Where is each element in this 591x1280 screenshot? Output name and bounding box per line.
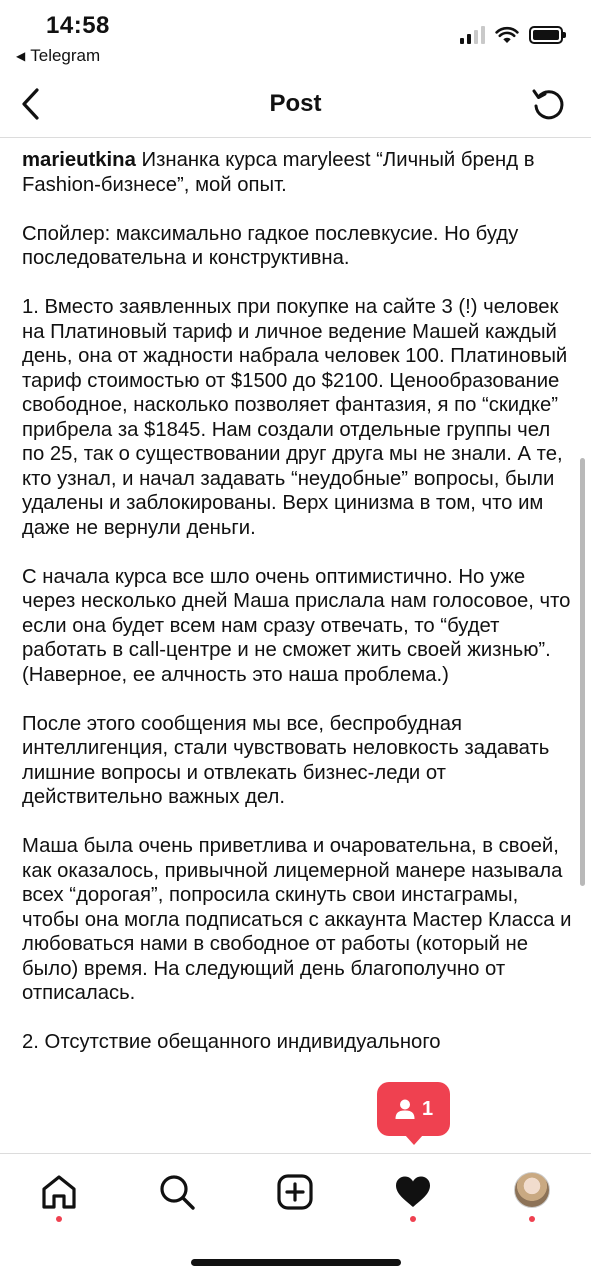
refresh-icon[interactable]	[529, 84, 569, 124]
nav-bar	[0, 72, 591, 138]
tab-activity[interactable]	[391, 1172, 435, 1228]
caption-paragraph: 1. Вместо заявленных при покупке на сайте 3 (!) человек на Платиновый тариф и личное ведение Машей каждый день, она от жадности набрала человек 100. Платиновый тариф стоимостью от $1500 до $2100. Ценообразование свободное, насколько позволяет фантазия, я по “скидке” прибрела за $1845. Нам создали отдельные группы чел по 25, так о существовании друг друга мы не знали. А те, кто узнал, и начал задавать “неудобные” вопросы, были удалены и заблокированы. Верх цинизма в том, что им даже не вернули деньги.	[22, 296, 568, 539]
back-app-label: Telegram	[30, 46, 101, 65]
tab-badge-dot	[56, 1216, 62, 1222]
profile-avatar	[514, 1172, 550, 1208]
status-icons	[460, 26, 563, 44]
caption-text: Изнанка курса maryleest “Личный бренд в Fashion-бизнесе”, мой опыт.	[22, 149, 535, 196]
activity-notification-bubble[interactable]	[377, 1082, 450, 1136]
home-icon	[39, 1172, 79, 1212]
notification-count: 1	[421, 1097, 434, 1120]
post-caption	[22, 148, 572, 1152]
caption-paragraph: Спойлер: максимально гадкое послевкусие. Но буду последовательна и конструктивна.	[22, 222, 519, 269]
heart-icon	[393, 1172, 433, 1212]
status-time: 14:58	[46, 12, 110, 39]
status-bar	[0, 0, 591, 72]
caption-paragraph	[22, 148, 572, 197]
tab-new-post[interactable]	[273, 1172, 317, 1228]
page-title: Post	[269, 90, 322, 117]
tab-badge-dot	[529, 1216, 535, 1222]
bottom-tab-bar	[0, 1153, 591, 1280]
wifi-icon	[495, 26, 519, 44]
caption-paragraph: 2. Отсутствие обещанного индивидуального	[22, 1031, 441, 1053]
battery-icon	[529, 26, 563, 44]
back-to-telegram-link[interactable]	[16, 46, 100, 66]
scrollbar[interactable]	[580, 458, 585, 886]
tab-home[interactable]	[37, 1172, 81, 1228]
back-triangle-icon: ◀	[16, 49, 26, 63]
search-icon	[157, 1172, 197, 1212]
tab-profile[interactable]	[510, 1172, 554, 1228]
signal-icon	[460, 26, 485, 44]
caption-paragraph: Маша была очень приветлива и очаровательна, в своей, как оказалось, привычной лицемерной манере называла всех “дорогая”, попросила скинуть свои инстаграмы, чтобы она могла подписаться с аккаунта Мастер Класса и любоваться нами в свободное от работы (который не было) время. На следующий день благополучно от отписалась.	[22, 835, 572, 1004]
add-icon	[275, 1172, 315, 1212]
person-icon	[394, 1098, 416, 1120]
tab-badge-dot	[410, 1216, 416, 1222]
caption-paragraph: После этого сообщения мы все, беспробудная интеллигенция, стали чувствовать неловкость задавать лишние вопросы и отвлекать бизнес-леди от действительно важных дел.	[22, 712, 550, 808]
caption-paragraph: С начала курса все шло очень оптимистично. Но уже через несколько дней Маша прислала нам голосовое, что если она будет всем нам сразу отвечать, то “будет работать в call-центре и не сможет жить своей жизнью”. (Наверное, ее алчность это наша проблема.)	[22, 565, 571, 686]
home-indicator	[191, 1259, 401, 1266]
tab-search[interactable]	[155, 1172, 199, 1228]
post-username[interactable]: marieutkina	[22, 149, 136, 171]
